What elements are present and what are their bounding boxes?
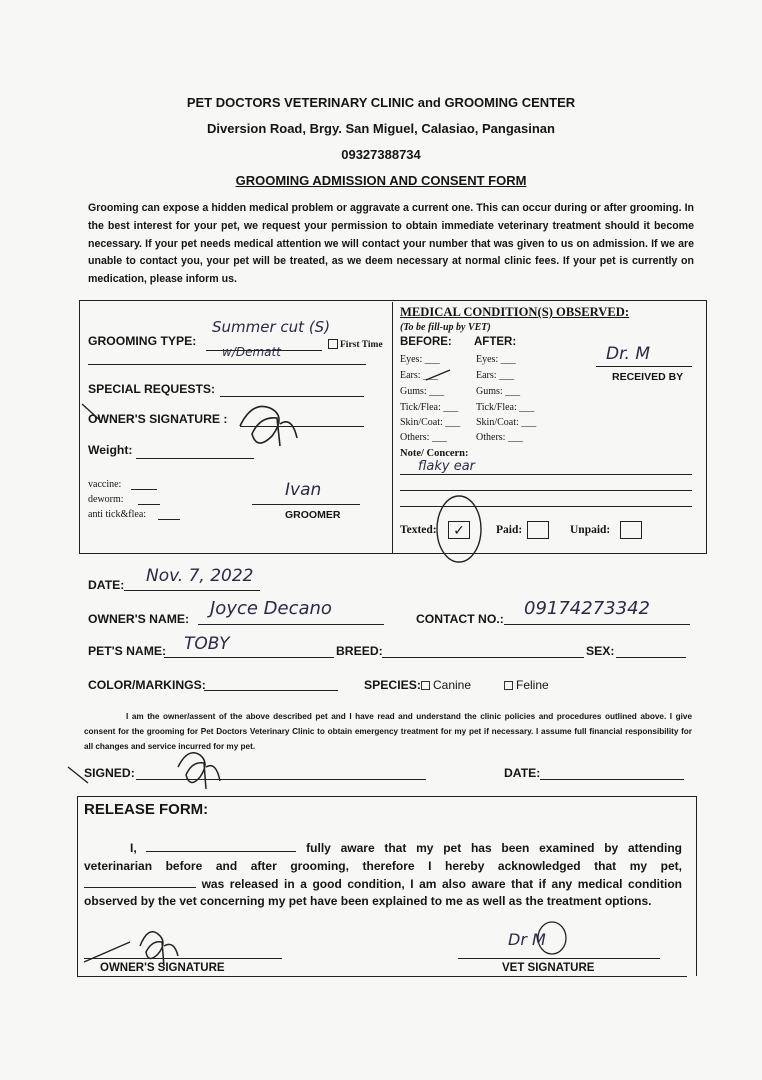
clinic-phone: 09327388734 xyxy=(341,147,421,162)
pet-name-label: PET'S NAME: xyxy=(88,644,167,658)
owner-name-line xyxy=(198,624,384,625)
medical-subtitle: (To be fill-up by VET) xyxy=(400,322,491,333)
after-ears: Ears: ___ xyxy=(476,370,515,381)
grooming-type-value: Summer cut (S) xyxy=(212,318,331,336)
note-value: flaky ear xyxy=(418,459,476,474)
sex-label: SEX: xyxy=(586,644,615,658)
unpaid-label: Unpaid: xyxy=(570,524,611,536)
form-title: GROOMING ADMISSION AND CONSENT FORM xyxy=(235,173,527,188)
weight-line xyxy=(136,458,254,459)
grooming-type-label: GROOMING TYPE: xyxy=(88,334,197,348)
release-bottom-line xyxy=(77,976,687,977)
received-by-line xyxy=(596,366,692,367)
before-eyes: Eyes: ___ xyxy=(400,354,440,365)
breed-line xyxy=(382,657,584,658)
note-label: Note/ Concern: xyxy=(400,448,469,459)
texted-checkbox[interactable]: ✓ xyxy=(448,521,470,539)
consent-paragraph: I am the owner/assent of the above described pet and I have read and understand the clinic policies and procedures outlined above. I give consent for the grooming for Pet Doctors Veterinary Clinic to obtain emergency treatment for my pet if necessary. I assume full financial responsibility for all changes and service incurred for my pet. xyxy=(84,712,692,751)
before-label: BEFORE: xyxy=(400,336,452,348)
feline-checkbox[interactable] xyxy=(504,681,513,690)
grooming-type-value-2: w/Dematt xyxy=(222,345,281,359)
vaccine-line xyxy=(131,489,157,490)
medical-title: MEDICAL CONDITION(S) OBSERVED: xyxy=(400,305,630,319)
note-line-2 xyxy=(400,490,692,491)
contact-label: CONTACT NO.: xyxy=(416,612,504,626)
date-label: DATE: xyxy=(88,578,125,592)
canine-checkbox[interactable] xyxy=(421,681,430,690)
after-tick-flea: Tick/Flea: ___ xyxy=(476,402,535,413)
species-feline[interactable]: Feline xyxy=(504,678,549,692)
after-label: AFTER: xyxy=(474,336,517,348)
note-line-1 xyxy=(400,474,692,475)
release-title: RELEASE FORM: xyxy=(84,801,209,818)
species-canine[interactable]: Canine xyxy=(421,678,471,692)
unpaid-checkbox[interactable] xyxy=(620,521,642,539)
consent-date-label: DATE: xyxy=(504,766,541,780)
owner-name-value: Joyce Decano xyxy=(210,598,332,619)
after-eyes: Eyes: ___ xyxy=(476,354,516,365)
sex-line xyxy=(616,657,686,658)
color-markings-line xyxy=(204,690,338,691)
deworm-label: deworm: xyxy=(88,494,124,505)
intro-paragraph: Grooming can expose a hidden medical problem or aggravate a current one. This can occur during or after grooming. In the best interest for your pet, we request your permission to obtain immediate veterinary treatment should it become necessary. If your pet needs medical attention we will contact your number that was given to us on admission. If we are unable to contact you, your pet will be treated, as we deem necessary at normal clinic fees. If your pet is currently on medication, please inform us. xyxy=(88,202,694,286)
groomer-name: Ivan xyxy=(285,480,322,500)
date-value: Nov. 7, 2022 xyxy=(146,566,254,586)
received-by-label: RECEIVED BY xyxy=(612,371,684,383)
panel-divider xyxy=(392,302,393,554)
groomer-line xyxy=(252,504,360,505)
first-time-label: First Time xyxy=(340,340,383,350)
consent-date-line xyxy=(540,779,684,780)
anti-tick-label: anti tick&flea: xyxy=(88,509,147,520)
contact-line xyxy=(504,624,690,625)
release-vet-signature-label: VET SIGNATURE xyxy=(502,962,595,974)
paid-label: Paid: xyxy=(496,524,523,536)
pet-name-line xyxy=(164,657,334,658)
clinic-name: PET DOCTORS VETERINARY CLINIC and GROOMING CENTER xyxy=(186,95,576,110)
release-owner-signature-label: OWNER'S SIGNATURE xyxy=(100,962,225,974)
first-time-checkbox[interactable] xyxy=(328,339,338,349)
vet-signature-value: Dr M xyxy=(508,930,546,949)
after-skin-coat: Skin/Coat: ___ xyxy=(476,417,537,428)
date-line xyxy=(124,590,260,591)
vaccine-label: vaccine: xyxy=(88,479,122,490)
owner-signature-mark xyxy=(232,396,312,456)
contact-value: 09174273342 xyxy=(524,598,650,619)
before-tick-flea: Tick/Flea: ___ xyxy=(400,402,459,413)
groomer-label: GROOMER xyxy=(285,509,341,521)
weight-label: Weight: xyxy=(88,443,133,457)
breed-label: BREED: xyxy=(336,644,383,658)
before-ears: Ears: ___ xyxy=(400,370,439,381)
grooming-type-line-2 xyxy=(88,364,366,365)
signed-label: SIGNED: xyxy=(84,766,135,780)
deworm-line xyxy=(138,504,160,505)
special-requests-label: SPECIAL REQUESTS: xyxy=(88,382,216,396)
release-paragraph: I, fully aware that my pet has been examined by attending veterinarian before and after grooming, therefore I hereby acknowledged that my pet, was released in a good condition, I am also aware that if any medical condition observed by the vet concerning my pet have been explained to me as well as the treatment options. xyxy=(84,841,683,909)
owner-signature-release-line xyxy=(84,958,282,959)
paid-checkbox[interactable] xyxy=(527,521,549,539)
texted-circle xyxy=(434,494,484,564)
color-markings-label: COLOR/MARKINGS: xyxy=(88,678,206,692)
clinic-address: Diversion Road, Brgy. San Miguel, Calasiao, Pangasinan xyxy=(207,121,555,136)
after-others: Others: ___ xyxy=(476,432,523,443)
vet-signature-line xyxy=(458,958,660,959)
texted-label: Texted: xyxy=(400,524,437,536)
before-skin-coat: Skin/Coat: ___ xyxy=(400,417,461,428)
vet-signature-mark xyxy=(534,920,574,960)
species-label: SPECIES: xyxy=(364,678,421,692)
before-gums: Gums: ___ xyxy=(400,386,445,397)
received-by-value: Dr. M xyxy=(606,344,650,364)
owner-signature-label: OWNER'S SIGNATURE : xyxy=(88,412,228,426)
before-others: Others: ___ xyxy=(400,432,447,443)
ears-check-mark xyxy=(424,368,454,382)
owner-name-label: OWNER'S NAME: xyxy=(88,612,190,626)
after-gums: Gums: ___ xyxy=(476,386,521,397)
pet-name-value: TOBY xyxy=(184,634,230,654)
consent-signature-mark xyxy=(172,745,232,795)
grooming-type-line xyxy=(206,350,322,351)
anti-tick-line xyxy=(158,519,180,520)
